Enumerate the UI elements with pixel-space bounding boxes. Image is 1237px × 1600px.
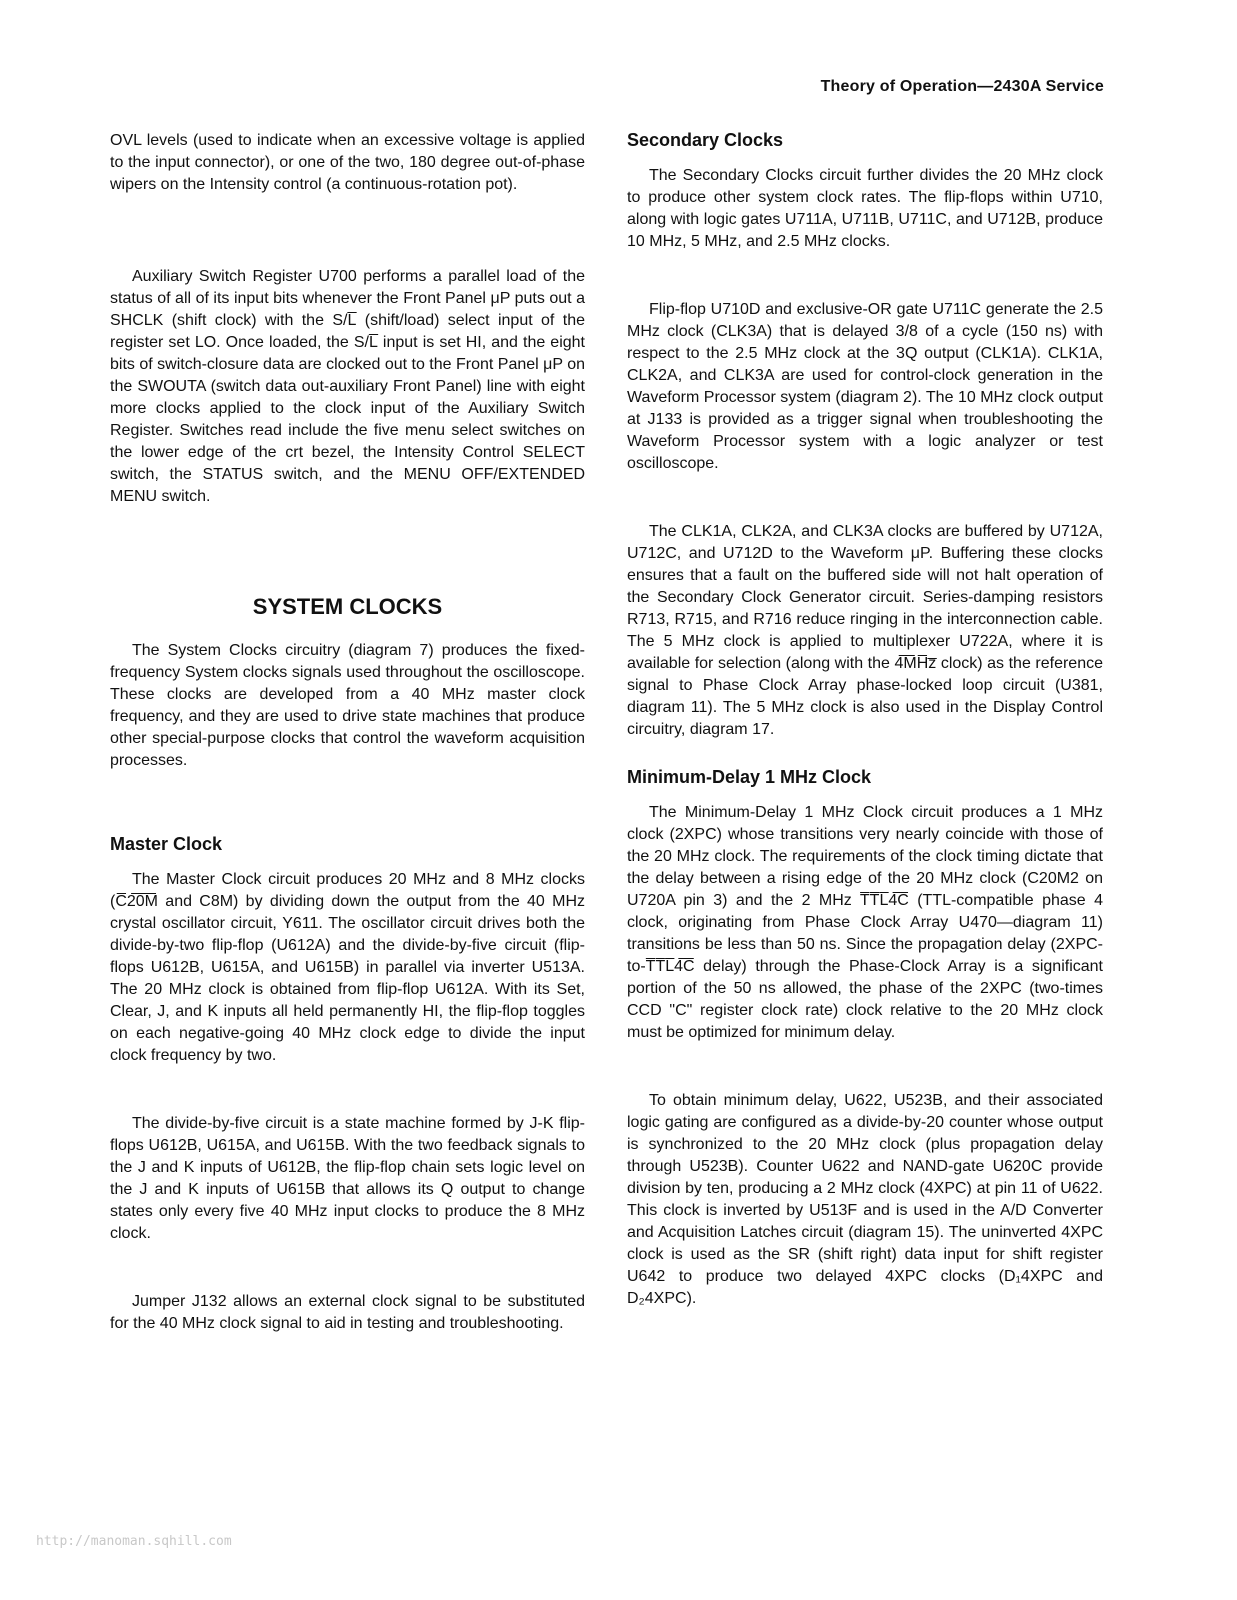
section-heading-system-clocks: SYSTEM CLOCKS [252,594,443,619]
page-header: Theory of Operation—2430A Service [820,78,1104,95]
subheading-secondary-clocks: Secondary Clocks [627,130,784,150]
paragraph-master-clock: The Master Clock circuit produces 20 MHz and 8 MHz clocks (C̅2̅0̅M̅ and C8M) by dividing down the output from the 40 MHz crystal oscillator circuit, Y611. The oscillator circuit drives both the divide-by-two flip-flop (U612A) and the divide-by-five circuit (flip-flops U612B, U615A, and U615B) in parallel via inverter U513A. The 20 MHz clock is obtained from flip-flop U612A. With its Set, Clear, J, and K inputs all held permanently HI, the flip-flop toggles on each negative-going 40 MHz clock edge to divide the input clock frequency by two. [110,871,585,1064]
paragraph-flip-flop: Flip-flop U710D and exclusive-OR gate U711C generate the 2.5 MHz clock (CLK3A) that is delayed 3/8 of a cycle (150 ns) with respect to the 2.5 MHz clock at the 3Q output (CLK1A). CLK1A, CLK2A, and CLK3A are used for control-clock generation in the Waveform Processor system (diagram 2). The 10 MHz clock output at J133 is provided as a trigger signal when troubleshooting the Waveform Processor system with a logic analyzer or test oscilloscope. [627,301,1103,472]
left-column [110,130,585,1335]
paragraph-buffered-clocks: The CLK1A, CLK2A, and CLK3A clocks are buffered by U712A, U712C, and U712D to the Waveform μP. Buffering these clocks ensures that a fault on the buffered side will not halt operation of the Secondary Clock Generator circuit. Series-damping resistors R713, R715, and R716 reduce ringing in the interconnection cable. The 5 MHz clock is applied to multiplexer U722A, where it is available for selection (along with the 4̅M̅H̅z̅ clock) as the reference signal to Phase Clock Array phase-locked loop circuit (U381, diagram 11). The 5 MHz clock is also used in the Display Control circuitry, diagram 17. [627,523,1103,738]
paragraph-secondary-clocks: The Secondary Clocks circuit further divides the 20 MHz clock to produce other system clock rates. The flip-flops within U710, along with logic gates U711A, U711B, U711C, and U712B, produce 10 MHz, 5 MHz, and 2.5 MHz clocks. [627,167,1103,250]
paragraph-auxiliary-switch: Auxiliary Switch Register U700 performs a parallel load of the status of all of its input bits whenever the Front Panel μP puts out a SHCLK (shift clock) with the S/L̅ (shift/load) select input of the register set LO. Once loaded, the S/L̅ input is set HI, and the eight bits of switch-closure data are clocked out to the Front Panel μP on the SWOUTA (switch data out-auxiliary Front Panel) line with eight more clocks applied to the clock input of the Auxiliary Switch Register. Switches read include the five menu select switches on the lower edge of the crt bezel, the Intensity Control SELECT switch, the STATUS switch, and the MENU OFF/EXTENDED MENU switch. [110,268,585,505]
right-column [627,130,1103,1310]
paragraph-ovl: OVL levels (used to indicate when an excessive voltage is applied to the input connector), or one of the two, 180 degree out-of-phase wipers on the Intensity control (a continuous-rotation pot). [110,132,585,193]
watermark-url: http://manoman.sqhill.com [36,1534,232,1549]
paragraph-obtain-minimum-delay: To obtain minimum delay, U622, U523B, and their associated logic gating are configured as a divide-by-20 counter whose output is synchronized to the 20 MHz clock (plus propagation delay through U523B). Counter U622 and NAND-gate U620C provide division by ten, producing a 2 MHz clock (4XPC) at pin 11 of U622. This clock is inverted by U513F and is used in the A/D Converter and Acquisition Latches circuit (diagram 15). The uninverted 4XPC clock is used as the SR (shift right) data input for shift register U642 to produce two delayed 4XPC clocks (D₁4XPC and D₂4XPC). [627,1092,1103,1307]
subheading-minimum-delay: Minimum-Delay 1 MHz Clock [627,767,872,787]
paragraph-minimum-delay: The Minimum-Delay 1 MHz Clock circuit produces a 1 MHz clock (2XPC) whose transitions very nearly coincide with those of the 20 MHz clock. The requirements of the clock timing dictate that the delay between a rising edge of the 20 MHz clock (C20M2 on U720A pin 3) and the 2 MHz T̅T̅L̅4̅C̅ (TTL-compatible phase 4 clock, originating from Phase Clock Array U470—diagram 11) transitions be less than 50 ns. Since the propagation delay (2XPC-to-T̅T̅L̅4̅C̅ delay) through the Phase-Clock Array is a significant portion of the 50 ns allowed, the phase of the 2XPC (two-times CCD "C" register clock rate) clock relative to the 20 MHz clock must be optimized for minimum delay. [627,804,1103,1041]
paragraph-jumper: Jumper J132 allows an external clock signal to be substituted for the 40 MHz clock signal to aid in testing and troubleshooting. [110,1293,585,1332]
paragraph-system-clocks: The System Clocks circuitry (diagram 7) produces the fixed-frequency System clocks signals used throughout the oscilloscope. These clocks are developed from a 40 MHz master clock frequency, and they are used to drive state machines that produce other special-purpose clocks that control the waveform acquisition processes. [110,642,585,769]
subheading-master-clock: Master Clock [110,834,223,854]
paragraph-divide-by-five: The divide-by-five circuit is a state machine formed by J-K flip-flops U612B, U615A, and U615B. With the two feedback signals to the J and K inputs of U612B, the flip-flop chain sets logic level on the J and K inputs of U615B that allows its Q output to change states only every five 40 MHz input clocks to produce the 8 MHz clock. [110,1115,585,1242]
